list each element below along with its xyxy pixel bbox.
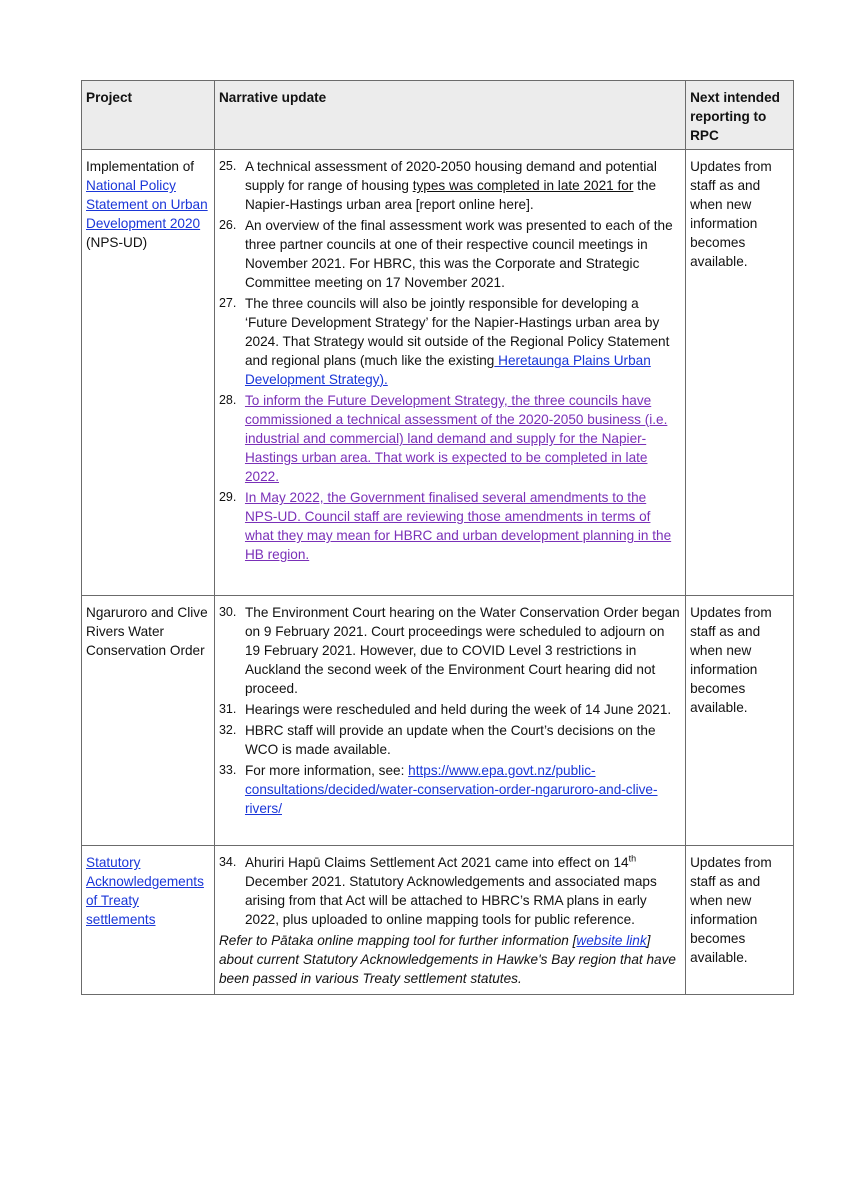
list-item: 26. An overview of the final assessment work was presented to each of the three partner councils at one of their respective council meetings in November 2021. For HBRC, this was the Corporate and Strategic Committee meeting on 17 November 2021. bbox=[218, 218, 673, 290]
list-item: 32. HBRC staff will provide an update when the Court’s decisions on the WCO is made available. bbox=[218, 723, 656, 757]
heretaunga-strategy-link[interactable]: Heretaunga Plains Urban Development Strategy bbox=[244, 353, 651, 387]
list-item: 29. In May 2022, the Government finalised several amendments to the NPS-UD. Council staff are reviewing those amendments in terms of what they may mean for HBRC and urban development planning in the HB region. bbox=[218, 490, 672, 562]
list-item: 34. Ahuriri Hapū Claims Settlement Act 2021 came into effect on 14th December 2021. Statutory Acknowledgements and associated maps arising from that Act will be attached to HBRC’s RMA plans in early 2022, plus uploaded to online mapping tools for public reference. bbox=[218, 853, 657, 927]
project-cell: Implementation of National Policy Statement on Urban Development 2020 (NPS-UD) bbox=[82, 150, 215, 596]
pataka-note: Refer to Pātaka online mapping tool for further information [website link] about current Statutory Acknowledgements in Hawke's Bay region that have been passed in various Treaty settlement statutes. bbox=[218, 933, 676, 986]
list-item: 31. Hearings were rescheduled and held during the week of 14 June 2021. bbox=[218, 702, 672, 717]
header-next-reporting: Next intended reporting to RPC bbox=[686, 81, 794, 150]
website-link[interactable]: website link bbox=[576, 933, 647, 948]
narrative-cell bbox=[214, 596, 685, 846]
nps-ud-link[interactable]: National Policy Statement on Urban Development 2020 bbox=[86, 178, 208, 231]
statutory-acknowledgements-link[interactable]: Statutory Acknowledgements of Treaty settlements bbox=[86, 855, 204, 927]
narrative-cell bbox=[214, 150, 685, 596]
epa-wco-link[interactable]: https://www.epa.govt.nz/public-consultations/decided/water-conservation-order-ngaruroro-and-clive-rivers/ bbox=[244, 763, 658, 816]
next-reporting-cell: Updates from staff as and when new information becomes available. bbox=[686, 846, 794, 995]
header-project: Project bbox=[82, 81, 215, 150]
project-cell: Ngaruroro and Clive Rivers Water Conservation Order bbox=[82, 596, 215, 846]
table-row bbox=[82, 846, 794, 995]
list-item: 25. A technical assessment of 2020-2050 housing demand and potential supply for range of housing types was completed in late 2021 for the Napier-Hastings urban area [report online here]. bbox=[218, 159, 657, 212]
list-item: 33. For more information, see: https://www.epa.govt.nz/public-consultations/decided/water-conservation-order-ngaruroro-and-clive-rivers/ bbox=[218, 763, 658, 816]
project-cell bbox=[82, 846, 215, 995]
narrative-cell bbox=[214, 846, 685, 995]
header-row bbox=[82, 81, 794, 150]
header-narrative: Narrative update bbox=[214, 81, 685, 150]
project-update-table bbox=[81, 80, 794, 995]
list-item: 27. The three councils will also be jointly responsible for developing a ‘Future Development Strategy’ for the Napier-Hastings urban area by 2024. That Strategy would sit outside of the Regional Policy Statement and regional plans (much like the existing Heretaunga Plains Urban Development Strategy). bbox=[218, 296, 670, 387]
next-reporting-cell: Updates from staff as and when new information becomes available. bbox=[686, 596, 794, 846]
table-row bbox=[82, 150, 794, 596]
list-item: 28. To inform the Future Development Strategy, the three councils have commissioned a technical assessment of the 2020-2050 business (i.e. industrial and commercial) land demand and supply for the Napier-Hastings urban area. That work is expected to be completed in late 2022. bbox=[218, 393, 668, 484]
list-item: 30. The Environment Court hearing on the Water Conservation Order began on 9 February 2021. Court proceedings were scheduled to adjourn on 19 February 2021. However, due to COVID Level 3 restrictions in Auckland the second week of the Environment Court hearing did not proceed. bbox=[218, 605, 680, 696]
next-reporting-cell: Updates from staff as and when new information becomes available. bbox=[686, 150, 794, 596]
table-row bbox=[82, 596, 794, 846]
